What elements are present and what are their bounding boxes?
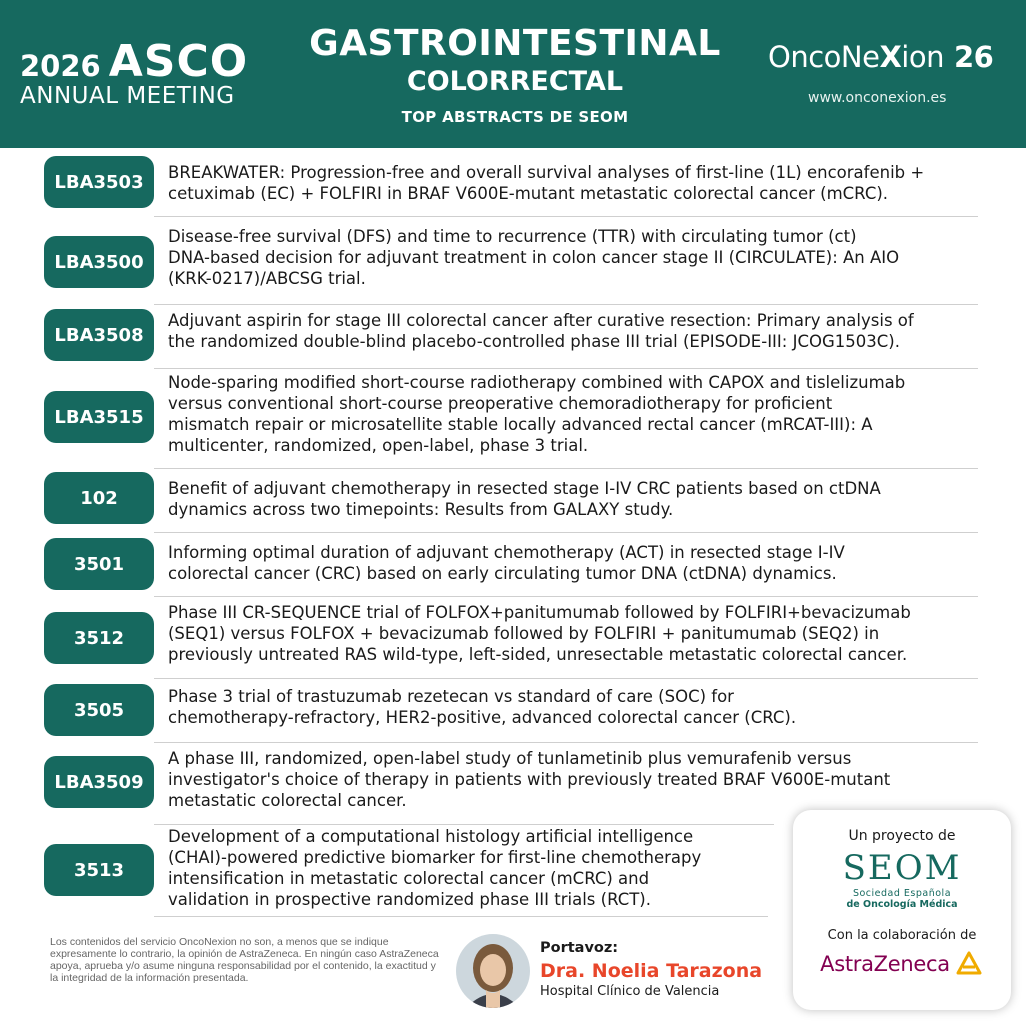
abstract-title-line: (CHAI)-powered predictive biomarker for first-line chemotherapy (168, 848, 702, 867)
brand-url: www.onconexion.es (808, 90, 947, 106)
row-divider (154, 824, 774, 825)
abstract-id-badge: 3505 (44, 684, 154, 736)
speaker-affiliation: Hospital Clínico de Valencia (540, 984, 720, 999)
seom-line2: de Oncología Médica (846, 899, 958, 910)
abstract-title (168, 686, 796, 728)
asco-subtitle: ANNUAL MEETING (20, 83, 235, 109)
asco-year: 2026 (20, 49, 101, 83)
abstract-title-line: (KRK-0217)/ABCSG trial. (168, 269, 366, 288)
abstract-id-badge: 3512 (44, 612, 154, 664)
seom-logo: SEOM (842, 848, 962, 888)
collaboration-text: Con la colaboración de (827, 928, 977, 943)
row-divider (154, 742, 978, 743)
page-subtitle: COLORRECTAL (406, 66, 624, 97)
abstract-title-line: multicenter, randomized, open-label, phase 3 trial. (168, 436, 589, 455)
header-banner (0, 0, 1026, 148)
abstract-id-badge: LBA3515 (44, 391, 154, 443)
astrazeneca-name: AstraZeneca (820, 952, 950, 976)
abstract-title-line: cetuximab (EC) + FOLFIRI in BRAF V600E-mutant metastatic colorectal cancer (mCRC). (168, 184, 889, 203)
brand-year: 26 (953, 40, 994, 74)
astrazeneca-symbol-icon (954, 949, 984, 979)
abstract-title-line: intensification in metastatic colorectal cancer (mCRC) and (168, 869, 650, 888)
abstract-title-line: validation in prospective randomized phase III trials (RCT). (168, 890, 651, 909)
abstract-title-line: versus conventional short-course preoperative chemoradiotherapy for proficient (168, 394, 833, 413)
abstract-title (168, 162, 924, 204)
abstract-title-line: metastatic colorectal cancer. (168, 791, 407, 810)
abstract-title (168, 226, 899, 289)
abstract-id-badge: LBA3500 (44, 236, 154, 288)
row-divider (154, 216, 978, 217)
abstract-title-line: Benefit of adjuvant chemotherapy in resected stage I-IV CRC patients based on ctDNA (168, 479, 881, 498)
row-divider (154, 532, 978, 533)
abstract-id-badge: 102 (44, 472, 154, 524)
row-divider (154, 596, 978, 597)
row-divider (154, 304, 978, 305)
abstract-title (168, 478, 881, 520)
abstract-title (168, 602, 911, 665)
row-divider (154, 916, 768, 917)
abstract-title (168, 310, 914, 352)
page-tagline: TOP ABSTRACTS DE SEOM (401, 108, 629, 126)
speaker-avatar (456, 934, 530, 1008)
brand-x-mark: X (879, 40, 902, 74)
seom-line1: Sociedad Española (852, 888, 952, 899)
brand-name-part2: ion (901, 40, 944, 74)
abstract-title-line: Disease-free survival (DFS) and time to recurrence (TTR) with circulating tumor (ct) (168, 227, 857, 246)
abstract-title (168, 372, 905, 456)
abstract-title-line: Phase III CR-SEQUENCE trial of FOLFOX+panitumumab followed by FOLFIRI+bevacizumab (168, 603, 911, 622)
abstract-title-line: Node-sparing modified short-course radiotherapy combined with CAPOX and tislelizumab (168, 373, 906, 392)
onconexion-logo (768, 40, 1018, 106)
abstract-id-badge: LBA3509 (44, 756, 154, 808)
abstract-title-line: dynamics across two timepoints: Results from GALAXY study. (168, 500, 674, 519)
row-divider (154, 678, 978, 679)
abstract-title-line: Informing optimal duration of adjuvant chemotherapy (ACT) in resected stage I-IV (168, 543, 845, 562)
abstract-title-line: the randomized double-blind placebo-controlled phase III trial (EPISODE-III: JCOG1503C). (168, 332, 900, 351)
abstract-title-line: Adjuvant aspirin for stage III colorectal cancer after curative resection: Primary analysis of (168, 311, 914, 330)
page-title: GASTROINTESTINAL (309, 23, 721, 64)
abstract-title-line: chemotherapy-refractory, HER2-positive, advanced colorectal cancer (CRC). (168, 708, 797, 727)
abstract-title-line: colorectal cancer (CRC) based on early circulating tumor DNA (ctDNA) dynamics. (168, 564, 837, 583)
row-divider (154, 468, 978, 469)
abstract-id-badge: 3501 (44, 538, 154, 590)
abstract-title-line: (SEQ1) versus FOLFOX + bevacizumab followed by FOLFIRI + panitumumab (SEQ2) in (168, 624, 880, 643)
astrazeneca-logo (793, 949, 1011, 979)
abstract-id-badge: LBA3503 (44, 156, 154, 208)
abstract-title (168, 826, 701, 910)
speaker-name: Dra. Noelia Tarazona (540, 960, 763, 982)
brand-name-part1: OncoNe (768, 40, 880, 74)
sponsor-pre-text: Un proyecto de (848, 828, 956, 844)
abstract-title (168, 748, 890, 811)
abstract-title-line: mismatch repair or microsatellite stable locally advanced rectal cancer (mRCAT-III): A (168, 415, 873, 434)
title-block (290, 22, 740, 126)
abstract-title-line: Development of a computational histology artificial intelligence (168, 827, 694, 846)
abstract-id-badge: 3513 (44, 844, 154, 896)
asco-logo (20, 36, 248, 109)
abstract-title-line: previously untreated RAS wild-type, left-sided, unresectable metastatic colorectal cancer. (168, 645, 908, 664)
abstract-title (168, 542, 845, 584)
abstract-title-line: DNA-based decision for adjuvant treatment in colon cancer stage II (CIRCULATE): An AIO (168, 248, 900, 267)
abstract-title-line: A phase III, randomized, open-label study of tunlametinib plus vemurafenib versus (168, 749, 852, 768)
asco-name: ASCO (108, 36, 249, 87)
abstract-title-line: BREAKWATER: Progression-free and overall survival analyses of first-line (1L) encorafenib + (168, 163, 925, 182)
abstract-title-line: investigator's choice of therapy in patients with previously treated BRAF V600E-mutant (168, 770, 891, 789)
speaker-block (540, 940, 762, 999)
row-divider (154, 368, 978, 369)
speaker-label: Portavoz: (540, 940, 619, 956)
abstract-id-badge: LBA3508 (44, 309, 154, 361)
disclaimer: Los contenidos del servicio OncoNexion no son, a menos que se indique expresamente lo contrario, la opinión de AstraZeneca. En ningún caso AstraZeneca apoya, aprueba y/o asume ninguna responsabilidad por el contenido, la exactitud y la integridad de la información presentada. (50, 936, 439, 984)
abstract-title-line: Phase 3 trial of trastuzumab rezetecan vs standard of care (SOC) for (168, 687, 734, 706)
sponsor-card (793, 810, 1011, 1010)
